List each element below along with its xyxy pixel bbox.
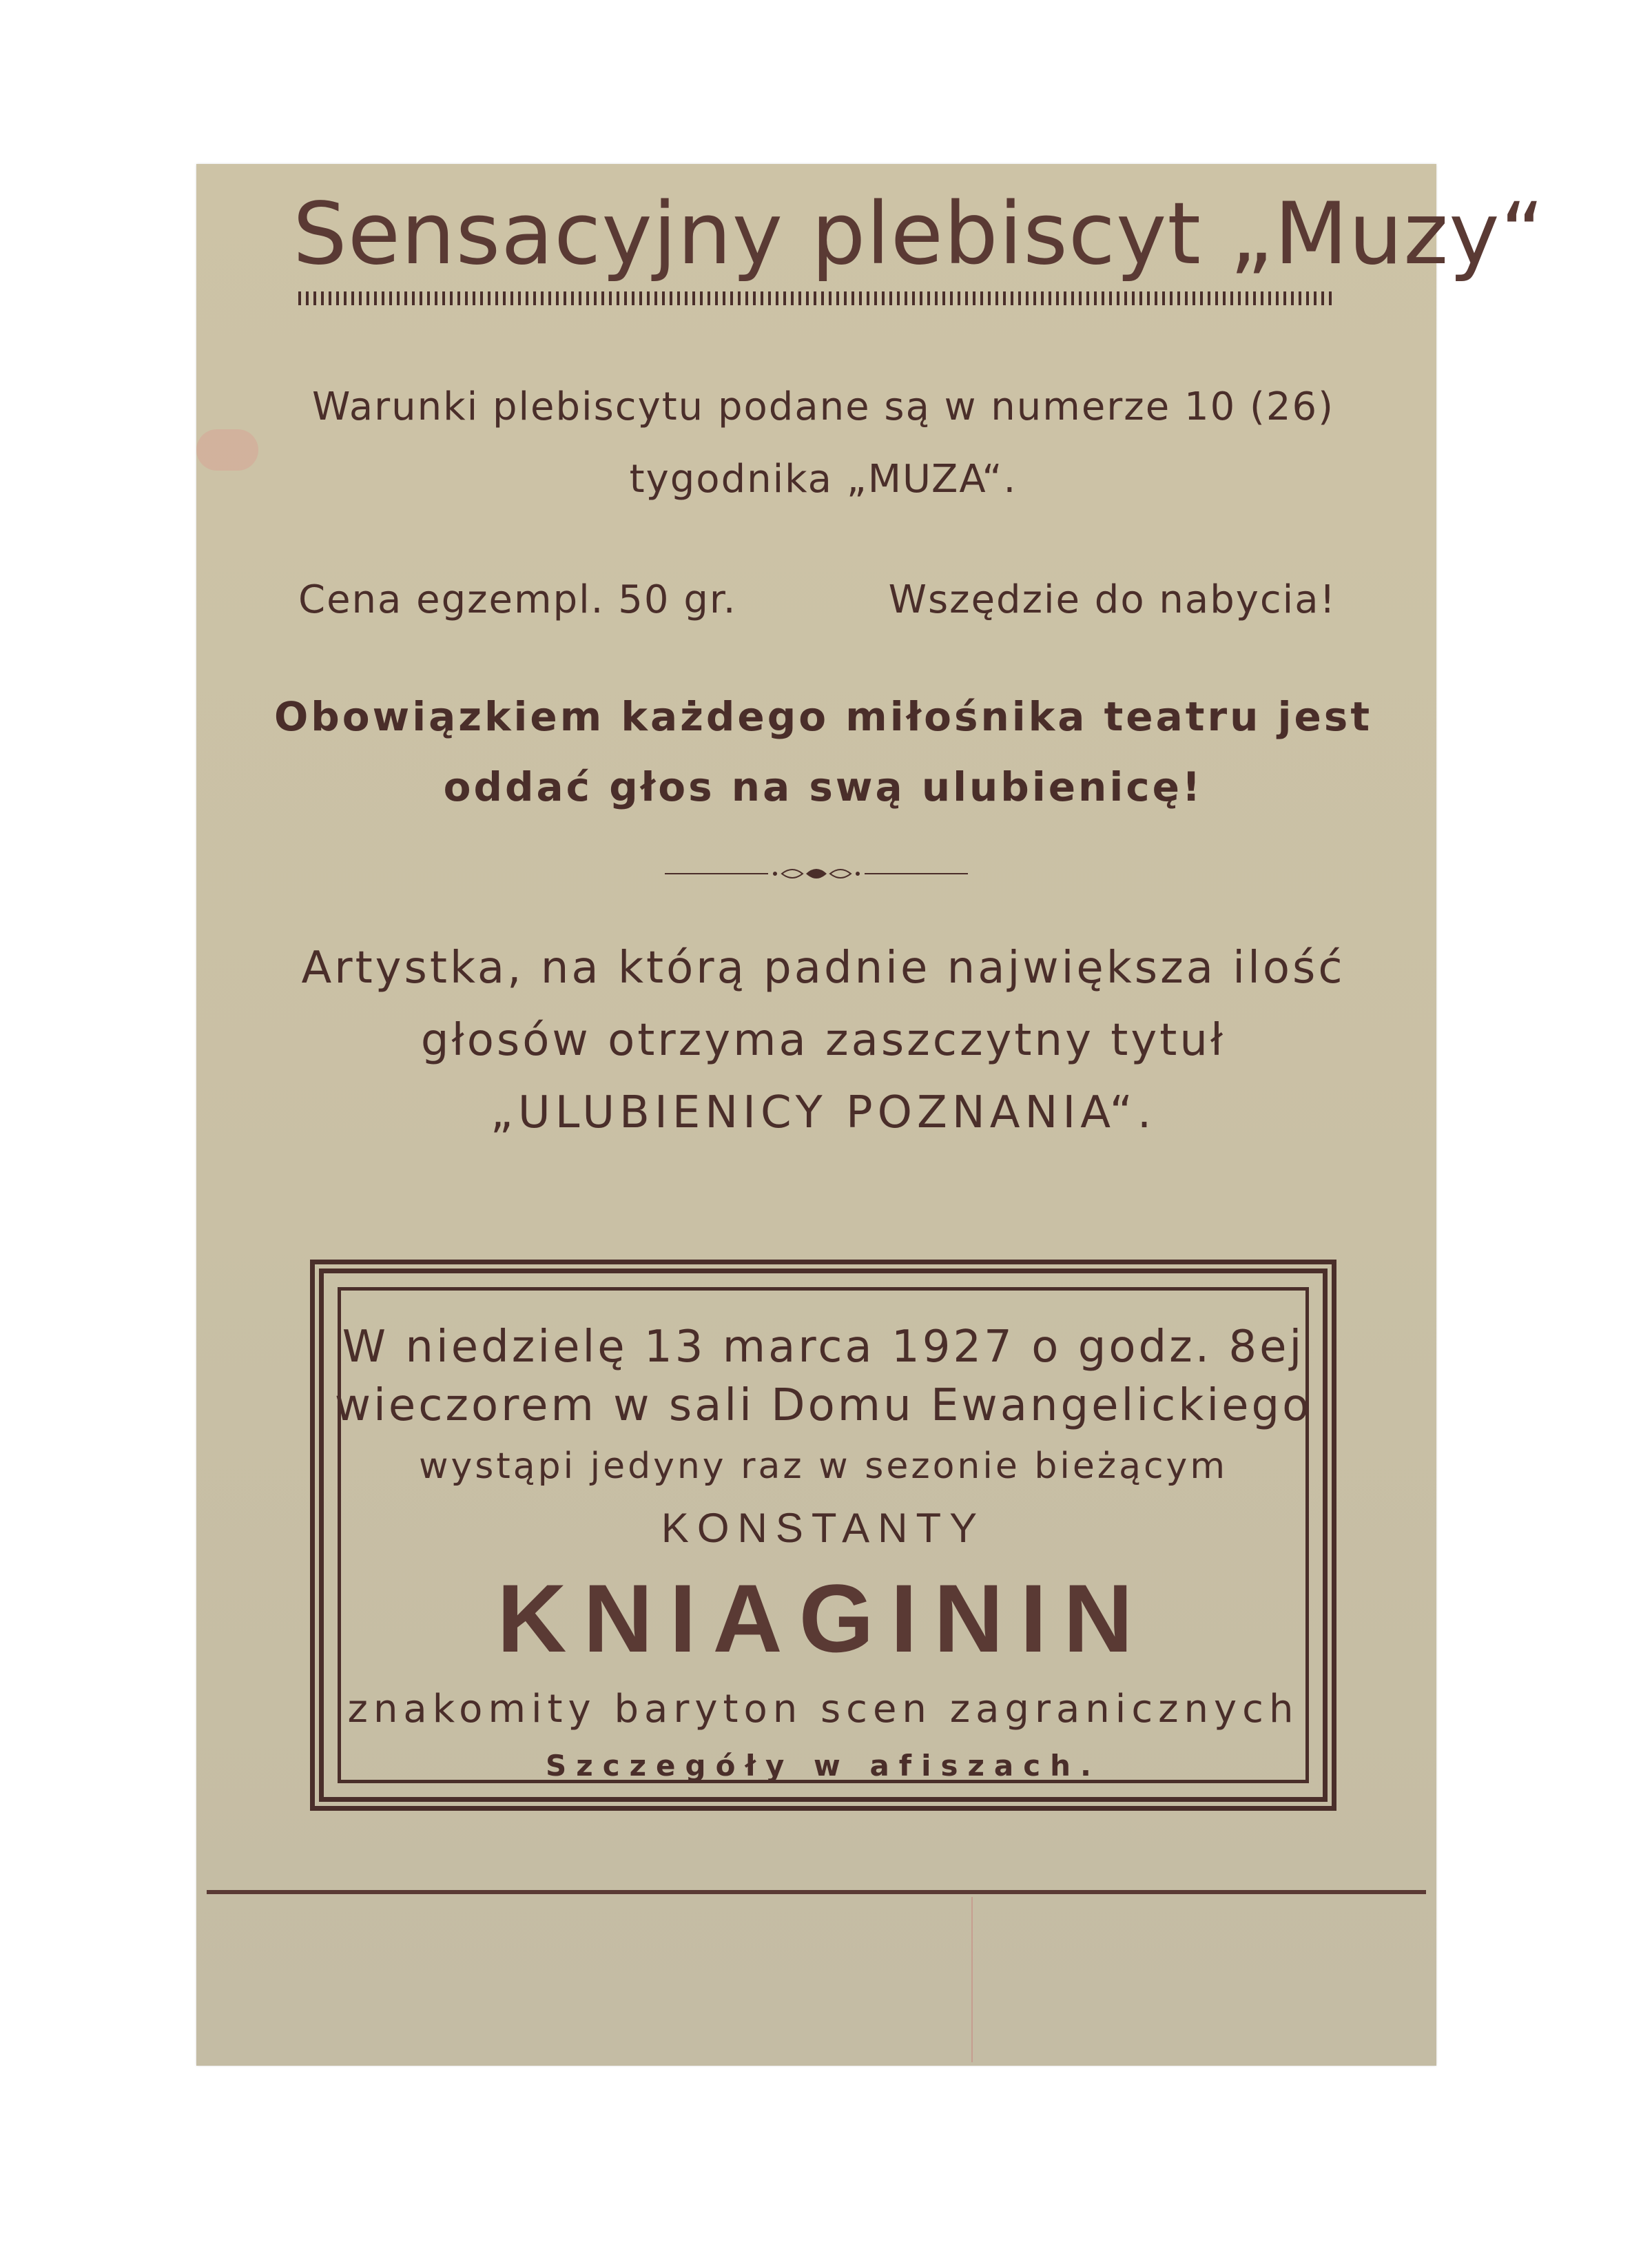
ornament-divider [665,860,968,887]
paper-fold-mark [971,1897,973,2062]
bottom-rule [207,1890,1426,1894]
availability-text: Wszędzie do nabycia! [888,577,1336,622]
conditions-line-2: tygodnika „MUZA“. [629,457,1018,502]
performer-last-name: KNIAGININ [497,1564,1150,1672]
announcement-line-1: W niedzielę 13 marca 1927 o godz. 8ej [342,1322,1305,1373]
performer-first-name: KONSTANTY [661,1505,986,1551]
performer-description: znakomity baryton scen zagranicznych [347,1687,1299,1732]
details-note: Szczegóły w afiszach. [546,1749,1101,1783]
flyer-title: Sensacyjny plebiscyt „Muzy“ [293,185,1545,284]
artist-title-line: „ULUBIENICY POZNANIA“. [490,1087,1157,1138]
price-text: Cena egzempl. 50 gr. [298,577,737,622]
announcement-line-2: wieczorem w sali Domu Ewangelickiego [334,1380,1312,1431]
flyer-sheet [196,164,1545,2066]
announcement-box [310,1260,1336,1811]
artist-line-1: Artystka, na którą padnie największa ilość [301,943,1345,994]
conditions-line-1: Warunki plebiscytu podane są w numerze 10 (26) [312,384,1334,429]
paper-stain [196,429,258,471]
artist-line-2: głosów otrzyma zaszczytny tytuł [420,1015,1226,1066]
title-dotted-rule [298,291,1332,305]
duty-line-1: Obowiązkiem każdego miłośnika teatru jest [273,693,1373,740]
duty-line-2: oddać głos na swą ulubienicę! [443,763,1204,810]
announcement-line-3: wystąpi jedyny raz w sezonie bieżącym [419,1446,1228,1487]
